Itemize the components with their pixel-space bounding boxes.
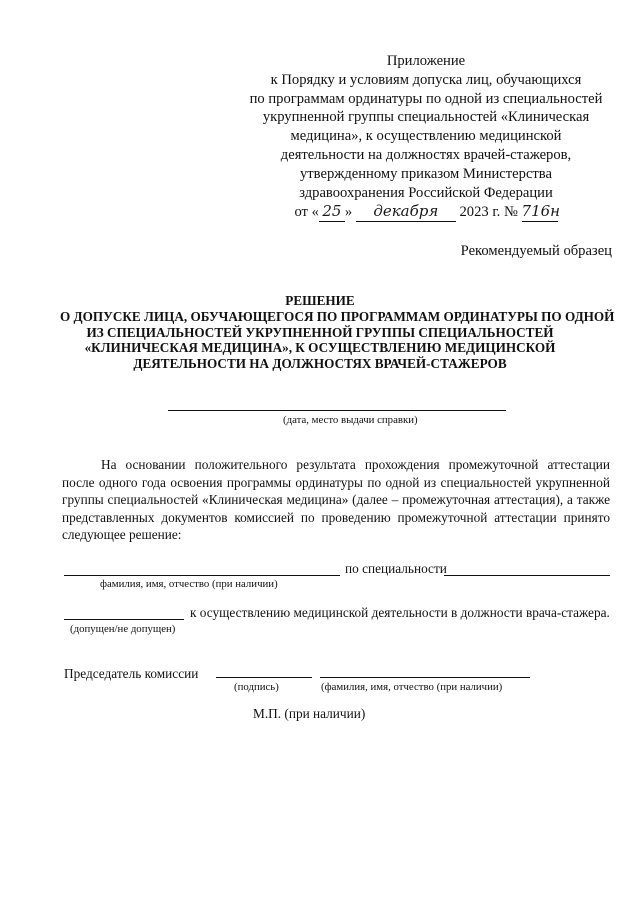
handwritten-month: декабря: [356, 202, 456, 222]
fio-caption: фамилия, имя, отчество (при наличии): [100, 578, 278, 590]
body-paragraph: На основании положительного результата прохождения промежуточной аттестации после одного года освоения программы ординатуры по одной из специальностей укрупненной группы специальностей «Клиническая медицина» (далее – промежуточная аттестация), а также представленных документов комиссией по проведению промежуточной аттестации принято следующее решение:: [62, 457, 610, 543]
title-line: ДЕЯТЕЛЬНОСТИ НА ДОЛЖНОСТЯХ ВРАЧЕЙ-СТАЖЕРОВ: [133, 356, 507, 372]
chairman-fio-caption: (фамилия, имя, отчество (при наличии): [321, 681, 503, 693]
date-place-line: [168, 410, 506, 411]
date-year: 2023 г. №: [459, 204, 518, 221]
appendix-line: здравоохранения Российской Федерации: [299, 184, 553, 201]
order-date-line: [236, 202, 616, 222]
chairman-fio-line: [320, 677, 530, 678]
admission-line: [64, 619, 184, 620]
specialty-line: [444, 575, 610, 576]
appendix-line: по программам ординатуры по одной из специальностей: [249, 90, 603, 107]
appendix-header: [236, 52, 616, 222]
specialty-label: по специальности: [345, 561, 447, 576]
appendix-line: укрупненной группы специальностей «Клиническая: [262, 109, 590, 126]
appendix-line: утвержденному приказом Министерства: [300, 165, 552, 182]
date-prefix: от «: [294, 204, 319, 221]
document-title: [60, 293, 615, 372]
appendix-line: Приложение: [386, 53, 466, 69]
admission-text: к осуществлению медицинской деятельности в должности врача-стажера.: [190, 605, 610, 620]
title-line: РЕШЕНИЕ: [285, 293, 355, 308]
handwritten-day: 25: [319, 202, 345, 222]
admission-caption: (допущен/не допущен): [70, 623, 176, 635]
stamp-text: М.П. (при наличии): [253, 706, 366, 721]
signature-caption: (подпись): [234, 681, 279, 693]
signature-line: [216, 677, 312, 678]
sample-label: Рекомендуемый образец: [460, 243, 612, 259]
appendix-line: медицина», к осуществлению медицинской: [290, 128, 562, 145]
title-line: «КЛИНИЧЕСКАЯ МЕДИЦИНА», К ОСУЩЕСТВЛЕНИЮ МЕДИЦИНСКОЙ: [84, 340, 556, 356]
title-line: ИЗ СПЕЦИАЛЬНОСТЕЙ УКРУПНЕННОЙ ГРУППЫ СПЕЦИАЛЬНОСТЕЙ: [86, 324, 554, 340]
title-line: О ДОПУСКЕ ЛИЦА, ОБУЧАЮЩЕГОСЯ ПО ПРОГРАММАМ ОРДИНАТУРЫ ПО ОДНОЙ: [60, 308, 615, 324]
appendix-line: к Порядку и условиям допуска лиц, обучающихся: [270, 71, 582, 88]
handwritten-order-number: 716н: [521, 202, 561, 221]
date-place-caption: (дата, место выдачи справки): [283, 414, 418, 426]
date-quote: »: [344, 204, 353, 221]
appendix-line: деятельности на должностях врачей-стажеров,: [280, 146, 572, 163]
chairman-label: Председатель комиссии: [64, 666, 199, 681]
fio-line: [64, 575, 340, 576]
